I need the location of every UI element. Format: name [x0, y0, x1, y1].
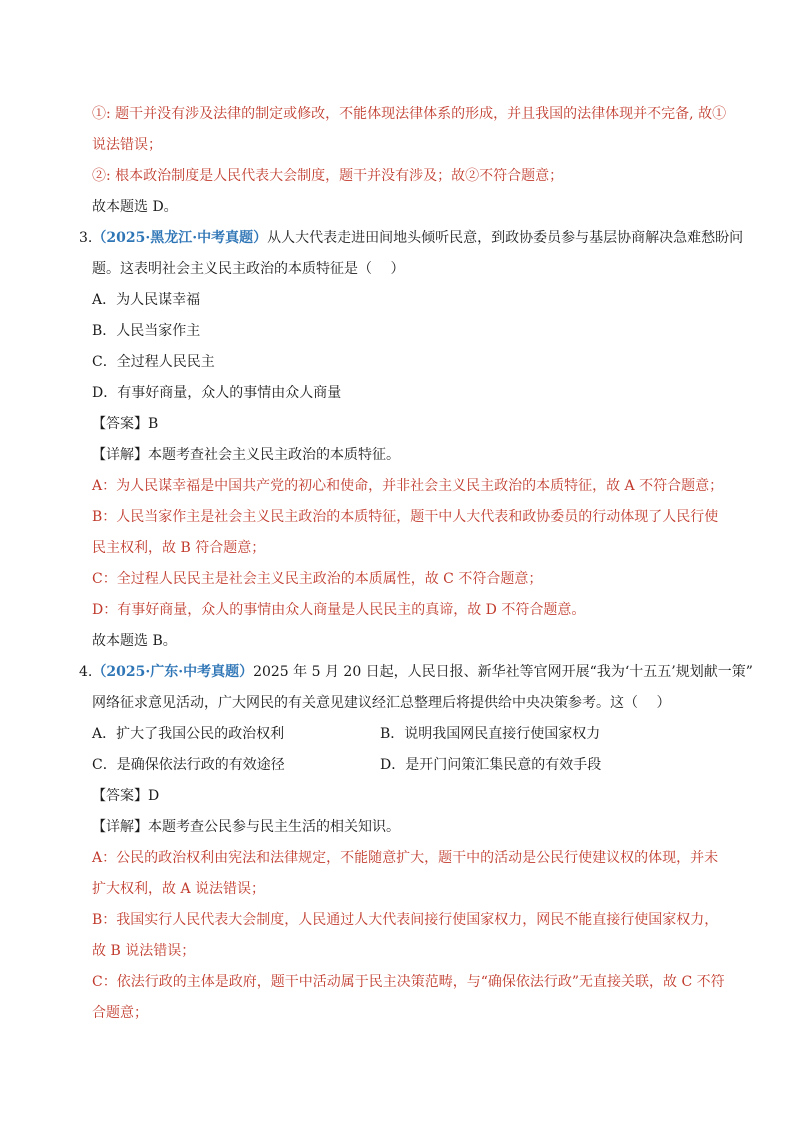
explain-line: B：人民当家作主是社会主义民主政治的本质特征，题干中人大代表和政协委员的行动体现了人民行使: [92, 509, 719, 525]
option-b: B．人民当家作主: [92, 323, 201, 339]
explain-line: A：为人民谋幸福是中国共产党的初心和使命，并非社会主义民主政治的本质特征，故 A 不符合题意；: [92, 478, 724, 494]
answer: 【答案】B: [92, 416, 159, 432]
option-c: C．是确保依法行政的有效途径: [92, 757, 285, 773]
question-number: 4.: [79, 664, 93, 680]
option-b: B．说明我国网民直接行使国家权力: [380, 726, 601, 742]
detail: 【详解】本题考查公民参与民主生活的相关知识。: [92, 819, 400, 835]
option-a: A．为人民谋幸福: [92, 292, 201, 308]
analysis-line: 说法错误；: [92, 137, 162, 153]
detail: 【详解】本题考查社会主义民主政治的本质特征。: [92, 447, 400, 463]
explain-line: 扩大权利，故 A 说法错误；: [92, 881, 266, 897]
stem-text: 2025 年 5 月 20 日起，人民日报、新华社等官网开展“我为‘十五五’规划献一策”: [253, 664, 753, 680]
answer: 【答案】D: [92, 788, 160, 804]
explain-line: C：依法行政的主体是政府，题干中活动属于民主决策范畴，与“确保依法行政”无直接关联，故 C 不符: [92, 974, 725, 990]
question-4-stem: [79, 662, 753, 682]
stem-text: 网络征求意见活动，广大网民的有关意见建议经汇总整理后将提供给中央决策参考。这（ ）: [92, 695, 671, 711]
explain-line: 民主权利，故 B 符合题意；: [92, 540, 266, 556]
stem-text: 从人大代表走进田间地头倾听民意，到政协委员参与基层协商解决急难愁盼问: [267, 230, 744, 246]
question-source: （2025·黑龙江·中考真题）: [92, 230, 268, 246]
conclusion: 故本题选 D。: [92, 199, 178, 215]
option-d: D．有事好商量，众人的事情由众人商量: [92, 385, 342, 401]
option-d: D．是开门问策汇集民意的有效手段: [380, 757, 602, 773]
analysis-line: ①: 题干并没有涉及法律的制定或修改，不能体现法律体系的形成，并且我国的法律体现并不完备, 故①: [92, 106, 727, 122]
option-a: A．扩大了我国公民的政治权利: [92, 726, 285, 742]
explain-line: 故 B 说法错误；: [92, 943, 196, 959]
stem-text: 题。这表明社会主义民主政治的本质特征是（ ）: [92, 261, 405, 277]
explain-line: D：有事好商量，众人的事情由众人商量是人民民主的真谛，故 D 不符合题意。: [92, 602, 586, 618]
option-c: C．全过程人民民主: [92, 354, 215, 370]
conclusion: 故本题选 B。: [92, 633, 177, 649]
question-source: （2025·广东·中考真题）: [92, 664, 254, 680]
explain-line: B：我国实行人民代表大会制度，人民通过人大代表间接行使国家权力，网民不能直接行使国家权力，: [92, 912, 719, 928]
analysis-line: ②: 根本政治制度是人民代表大会制度，题干并没有涉及；故②不符合题意；: [92, 168, 564, 184]
explain-line: A：公民的政治权利由宪法和法律规定，不能随意扩大，题干中的活动是公民行使建议权的体现，并未: [92, 850, 719, 866]
explain-line: 合题意；: [92, 1005, 148, 1021]
question-3-stem: [79, 228, 743, 248]
explain-line: C：全过程人民民主是社会主义民主政治的本质属性，故 C 不符合题意；: [92, 571, 543, 587]
question-number: 3.: [79, 230, 93, 246]
